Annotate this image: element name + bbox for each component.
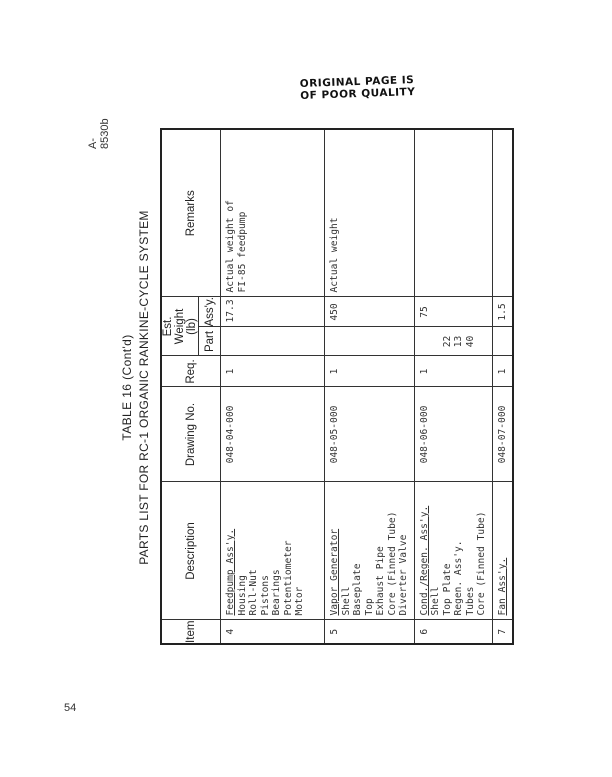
- remarks-line: FI-85 feedpump: [236, 211, 248, 293]
- part-name: Pistons: [259, 575, 271, 616]
- part-name: Regen. Ass'y.: [453, 540, 464, 616]
- document-id: A-8530b: [87, 118, 111, 149]
- drawing-number: 048-06-000: [414, 387, 492, 482]
- part-weight-cell: [414, 327, 492, 356]
- part-name: Tubes: [464, 586, 476, 616]
- item-number: 4: [221, 620, 325, 644]
- page-number: 54: [64, 702, 77, 714]
- remarks-line: Actual weight of: [225, 200, 236, 293]
- drawing-number: 048-04-000: [221, 387, 325, 482]
- assembly-weight: 17.3: [221, 297, 325, 327]
- remarks-cell: [325, 129, 415, 297]
- quantity-required: 1: [492, 356, 513, 387]
- description-cell: [325, 482, 415, 620]
- poor-quality-stamp: [300, 74, 416, 102]
- item-number: 6: [414, 620, 492, 644]
- assembly-name: Cond./Regen. Ass'y.: [418, 505, 430, 616]
- header-req: Req.: [161, 356, 221, 387]
- part-name: Top Plate: [441, 563, 453, 616]
- description-cell: [221, 482, 325, 620]
- quantity-required: 1: [325, 356, 415, 387]
- header-drawing-no: Drawing No.: [161, 387, 221, 482]
- part-name: Bearings: [271, 569, 282, 616]
- header-part: Part: [199, 327, 221, 356]
- quantity-required: 1: [221, 356, 325, 387]
- part-name: Core (Finned Tube): [476, 511, 487, 616]
- part-weight-cell: [221, 327, 325, 356]
- header-est-weight-label: Est. Weight: [162, 308, 186, 345]
- part-name: Core (Finned Tube): [386, 511, 398, 616]
- description-cell: [492, 482, 513, 620]
- part-name: Shell: [340, 586, 352, 616]
- drawing-number: 048-07-000: [492, 387, 513, 482]
- part-weight-cell: [492, 327, 513, 356]
- header-est-weight-unit: (lb): [186, 318, 198, 335]
- part-name: Diverter Valve: [398, 534, 409, 616]
- part-weight: 40: [464, 335, 476, 348]
- table-title: TABLE 16 (Cont'd): [120, 334, 134, 441]
- part-weight-cell: [325, 327, 415, 356]
- header-est-weight: [161, 297, 199, 356]
- part-name: Baseplate: [352, 563, 363, 616]
- part-name: Shell: [430, 586, 441, 616]
- table-row: [492, 129, 513, 644]
- assembly-name: Fan Ass'y.: [496, 557, 508, 616]
- item-number: 7: [492, 620, 513, 644]
- stamp-line-2: OF POOR QUALITY: [300, 85, 416, 103]
- header-item: Item: [161, 620, 221, 644]
- remarks-cell: [414, 129, 492, 297]
- drawing-number: 048-05-000: [325, 387, 415, 482]
- table-row: [221, 129, 325, 644]
- header-remarks: Remarks: [161, 129, 221, 297]
- assembly-weight: 75: [414, 297, 492, 327]
- assembly-weight: 450: [325, 297, 415, 327]
- part-name: Top: [363, 598, 375, 616]
- table-row: [325, 129, 415, 644]
- quantity-required: 1: [414, 356, 492, 387]
- assembly-name: Vapor Generator: [329, 528, 340, 616]
- header-description: Description: [161, 482, 221, 620]
- header-assy: Ass'y.: [199, 297, 221, 327]
- item-number: 5: [325, 620, 415, 644]
- part-weight: 22: [441, 335, 453, 348]
- assembly-weight: 1.5: [492, 297, 513, 327]
- description-cell: [414, 482, 492, 620]
- rotated-page-content: [78, 118, 552, 645]
- part-name: Housing: [236, 575, 248, 616]
- remarks-cell: [492, 129, 513, 297]
- parts-list-table: [160, 128, 514, 645]
- part-name: Potentiometer: [282, 540, 294, 616]
- remarks-cell: [221, 129, 325, 297]
- stamp-line-1: ORIGINAL PAGE IS: [299, 74, 415, 91]
- table-subtitle: PARTS LIST FOR RC-1 ORGANIC RANKINE-CYCLE SYSTEM: [137, 210, 151, 565]
- part-weight: 13: [453, 335, 464, 348]
- part-name: Roll-Nut: [248, 569, 259, 616]
- part-name: Exhaust Pipe: [375, 546, 386, 616]
- table-row: [414, 129, 492, 644]
- remarks-line: Actual weight: [329, 217, 340, 293]
- part-name: Motor: [294, 586, 305, 616]
- assembly-name: Feedpump Ass'y.: [225, 528, 236, 616]
